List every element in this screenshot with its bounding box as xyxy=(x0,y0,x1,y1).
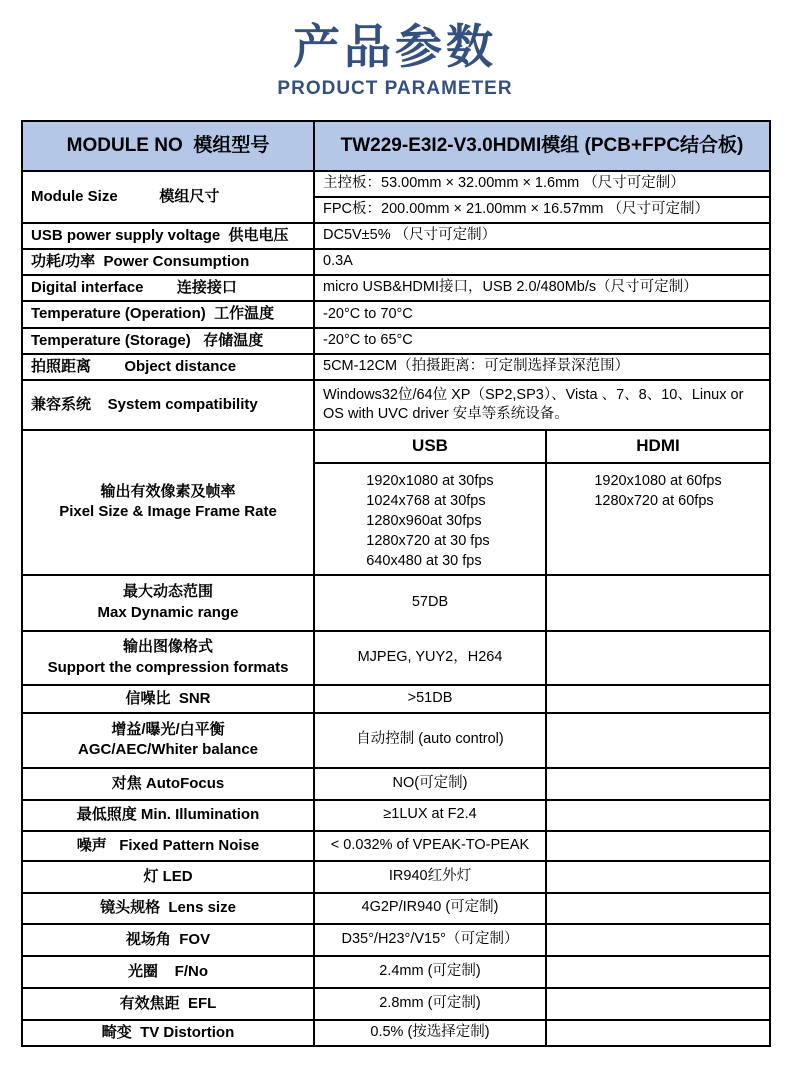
fixed-pattern-noise-value: < 0.032% of VPEAK-TO-PEAK xyxy=(314,831,546,861)
empty-cell xyxy=(546,924,770,956)
digital-interface-value: micro USB&HDMI接口，USB 2.0/480Mb/s（尺寸可定制） xyxy=(314,275,770,301)
tv-distortion-label: 畸变 TV Distortion xyxy=(22,1020,314,1046)
table-row xyxy=(22,223,770,249)
object-distance-value: 5CM-12CM（拍摄距离：可定制选择景深范围） xyxy=(314,354,770,380)
fov-label: 视场角 FOV xyxy=(22,924,314,956)
table-row xyxy=(22,575,770,631)
empty-cell xyxy=(546,956,770,988)
lens-size-label: 镜头规格 Lens size xyxy=(22,893,314,924)
table-row xyxy=(22,685,770,713)
table-row xyxy=(22,1020,770,1046)
power-consumption-label: 功耗/功率 Power Consumption xyxy=(22,249,314,275)
empty-cell xyxy=(546,631,770,685)
table-row xyxy=(22,631,770,685)
module-no-label: MODULE NO 模组型号 xyxy=(22,121,314,171)
dynamic-range-label: 最大动态范围 Max Dynamic range xyxy=(22,575,314,631)
lens-size-value: 4G2P/IR940 (可定制) xyxy=(314,893,546,924)
temperature-storage-value: -20°C to 65°C xyxy=(314,328,770,354)
table-row xyxy=(22,800,770,831)
empty-cell xyxy=(546,861,770,893)
module-size-fpc-value: FPC板：200.00mm × 21.00mm × 16.57mm （尺寸可定制） xyxy=(314,197,770,223)
table-row xyxy=(22,380,770,430)
table-row xyxy=(22,121,770,171)
table-row xyxy=(22,328,770,354)
module-no-value: TW229-E3I2-V3.0HDMI模组 (PCB+FPC结合板) xyxy=(314,121,770,171)
empty-cell xyxy=(546,1020,770,1046)
table-row xyxy=(22,861,770,893)
table-row xyxy=(22,171,770,197)
table-row xyxy=(22,275,770,301)
temperature-operation-label: Temperature (Operation) 工作温度 xyxy=(22,301,314,327)
empty-cell xyxy=(546,831,770,861)
fixed-pattern-noise-label: 噪声 Fixed Pattern Noise xyxy=(22,831,314,861)
table-row xyxy=(22,924,770,956)
usb-modes-list: 1920x1080 at 30fps 1024x768 at 30fps 1280x960at 30fps 1280x720 at 30 fps 640x480 at 30 fps xyxy=(366,473,494,570)
efl-label: 有效焦距 EFL xyxy=(22,988,314,1020)
usb-modes-cell xyxy=(314,463,546,575)
power-voltage-value: DC5V±5% （尺寸可定制） xyxy=(314,223,770,249)
spec-table xyxy=(21,120,771,1047)
table-row xyxy=(22,354,770,380)
compression-formats-label: 输出图像格式 Support the compression formats xyxy=(22,631,314,685)
aperture-value: 2.4mm (可定制) xyxy=(314,956,546,988)
empty-cell xyxy=(546,768,770,800)
module-size-mainboard-value: 主控板：53.00mm × 32.00mm × 1.6mm （尺寸可定制） xyxy=(314,171,770,197)
autofocus-label: 对焦 AutoFocus xyxy=(22,768,314,800)
digital-interface-label: Digital interface 连接接口 xyxy=(22,275,314,301)
power-voltage-label: USB power supply voltage 供电电压 xyxy=(22,223,314,249)
led-value: IR940红外灯 xyxy=(314,861,546,893)
agc-aec-label: 增益/曝光/白平衡 AGC/AEC/Whiter balance xyxy=(22,713,314,768)
table-row xyxy=(22,713,770,768)
compression-formats-value: MJPEG, YUY2，H264 xyxy=(314,631,546,685)
hdmi-modes-cell xyxy=(546,463,770,575)
min-illumination-label: 最低照度 Min. Illumination xyxy=(22,800,314,831)
system-compatibility-value: Windows32位/64位 XP（SP2,SP3）、Vista 、7、8、10、Linux or OS with UVC driver 安卓等系统设备。 xyxy=(314,380,770,430)
empty-cell xyxy=(546,893,770,924)
table-row xyxy=(22,956,770,988)
table-row xyxy=(22,831,770,861)
table-row xyxy=(22,988,770,1020)
pixel-size-label: 输出有效像素及帧率 Pixel Size & Image Frame Rate xyxy=(22,430,314,575)
table-row xyxy=(22,249,770,275)
page-header xyxy=(0,0,790,100)
fov-value: D35°/H23°/V15°（可定制） xyxy=(314,924,546,956)
snr-label: 信噪比 SNR xyxy=(22,685,314,713)
hdmi-modes-list: 1920x1080 at 60fps 1280x720 at 60fps xyxy=(594,473,722,510)
min-illumination-value: ≥1LUX at F2.4 xyxy=(314,800,546,831)
dynamic-range-value: 57DB xyxy=(314,575,546,631)
empty-cell xyxy=(546,713,770,768)
module-size-label: Module Size 模组尺寸 xyxy=(22,171,314,223)
table-row xyxy=(22,301,770,327)
efl-value: 2.8mm (可定制) xyxy=(314,988,546,1020)
page-subtitle: PRODUCT PARAMETER xyxy=(277,78,513,100)
aperture-label: 光圈 F/No xyxy=(22,956,314,988)
page-title: 产品参数 xyxy=(293,20,497,73)
empty-cell xyxy=(546,685,770,713)
autofocus-value: NO(可定制) xyxy=(314,768,546,800)
table-row xyxy=(22,893,770,924)
snr-value: >51DB xyxy=(314,685,546,713)
led-label: 灯 LED xyxy=(22,861,314,893)
usb-column-header: USB xyxy=(314,430,546,463)
temperature-operation-value: -20°C to 70°C xyxy=(314,301,770,327)
power-consumption-value: 0.3A xyxy=(314,249,770,275)
agc-aec-value: 自动控制 (auto control) xyxy=(314,713,546,768)
temperature-storage-label: Temperature (Storage) 存储温度 xyxy=(22,328,314,354)
empty-cell xyxy=(546,800,770,831)
empty-cell xyxy=(546,575,770,631)
system-compatibility-label: 兼容系统 System compatibility xyxy=(22,380,314,430)
tv-distortion-value: 0.5% (按选择定制) xyxy=(314,1020,546,1046)
object-distance-label: 拍照距离 Object distance xyxy=(22,354,314,380)
empty-cell xyxy=(546,988,770,1020)
hdmi-column-header: HDMI xyxy=(546,430,770,463)
table-row xyxy=(22,430,770,463)
table-row xyxy=(22,768,770,800)
